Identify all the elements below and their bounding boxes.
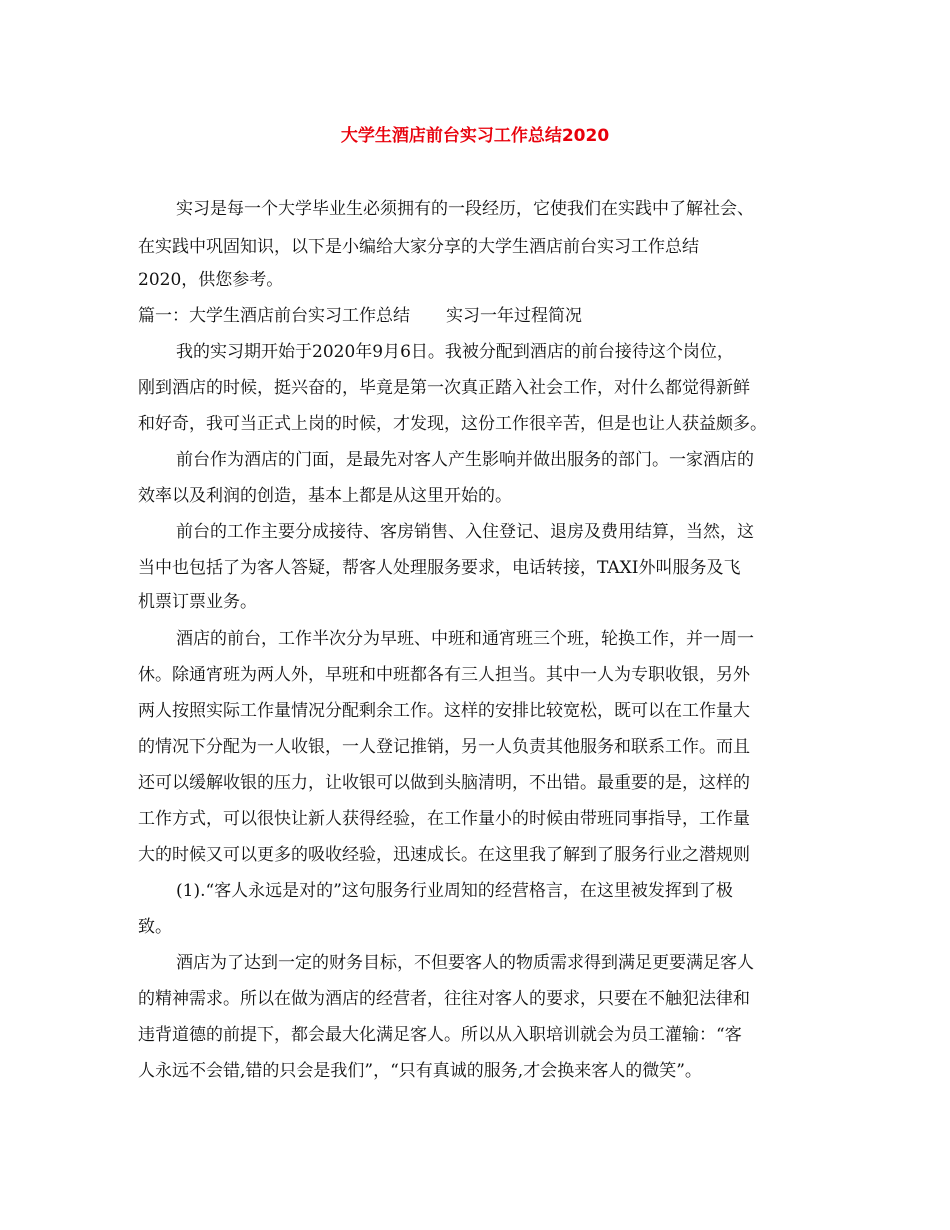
paragraph-line: 前台作为酒店的门面，是最先对客人产生影响并做出服务的部门。一家酒店的 (176, 450, 754, 470)
paragraph-line: 当中也包括了为客人答疑，帮客人处理服务要求，电话转接，TAXI外叫服务及飞 (138, 558, 741, 578)
paragraph-line: 人永远不会错,错的只会是我们”，“只有真诚的服务,才会换来客人的微笑”。 (138, 1061, 702, 1081)
section-subheading: 实习一年过程简况 (446, 306, 582, 326)
paragraph-line: 还可以缓解收银的压力，让收银可以做到头脑清明，不出错。最重要的是，这样的 (138, 773, 750, 793)
paragraph-line: (1).“客人永远是对的”这句服务行业周知的经营格言，在这里被发挥到了极 (176, 881, 733, 901)
paragraph-line: 违背道德的前提下，都会最大化满足客人。所以从入职培训就会为员工灌输：“客 (138, 1025, 742, 1045)
paragraph-line: 工作方式，可以很快让新人获得经验，在工作量小的时候由带班同事指导，工作量 (138, 809, 750, 829)
paragraph-line: 实习是每一个大学毕业生必须拥有的一段经历，它使我们在实践中了解社会、 (176, 199, 754, 219)
paragraph-line: 酒店的前台，工作半次分为早班、中班和通宵班三个班，轮换工作，并一周一 (176, 629, 754, 649)
paragraph-line: 我的实习期开始于2020年9月6日。我被分配到酒店的前台接待这个岗位， (176, 342, 734, 362)
paragraph-line: 两人按照实际工作量情况分配剩余工作。这样的安排比较宽松，既可以在工作量大 (138, 701, 750, 721)
paragraph-line: 酒店为了达到一定的财务目标，不但要客人的物质需求得到满足更要满足客人 (176, 953, 754, 973)
paragraph-line: 效率以及利润的创造，基本上都是从这里开始的。 (138, 486, 512, 506)
document-title: 大学生酒店前台实习工作总结2020 (340, 126, 610, 146)
paragraph-line: 和好奇，我可当正式上岗的时候，才发现，这份工作很辛苦，但是也让人获益颇多。 (138, 414, 767, 434)
paragraph-line: 在实践中巩固知识，以下是小编给大家分享的大学生酒店前台实习工作总结 (138, 237, 699, 257)
paragraph-line: 的情况下分配为一人收银，一人登记推销，另一人负责其他服务和联系工作。而且 (138, 737, 750, 757)
paragraph-line: 2020，供您参考。 (138, 270, 284, 290)
paragraph-line: 大的时候又可以更多的吸收经验，迅速成长。在这里我了解到了服务行业之潜规则 (138, 845, 750, 865)
paragraph-line: 刚到酒店的时候，挺兴奋的，毕竟是第一次真正踏入社会工作，对什么都觉得新鲜 (138, 378, 750, 398)
section-heading-line (138, 304, 582, 328)
paragraph-line: 致。 (138, 917, 172, 937)
paragraph-line: 的精神需求。所以在做为酒店的经营者，往往对客人的要求，只要在不触犯法律和 (138, 989, 750, 1009)
paragraph-line: 前台的工作主要分成接待、客房销售、入住登记、退房及费用结算，当然，这 (176, 522, 754, 542)
paragraph-line: 休。除通宵班为两人外，早班和中班都各有三人担当。其中一人为专职收银，另外 (138, 665, 750, 685)
paragraph-line: 机票订票业务。 (138, 592, 257, 612)
section-heading: 篇一：大学生酒店前台实习工作总结 (138, 306, 410, 326)
